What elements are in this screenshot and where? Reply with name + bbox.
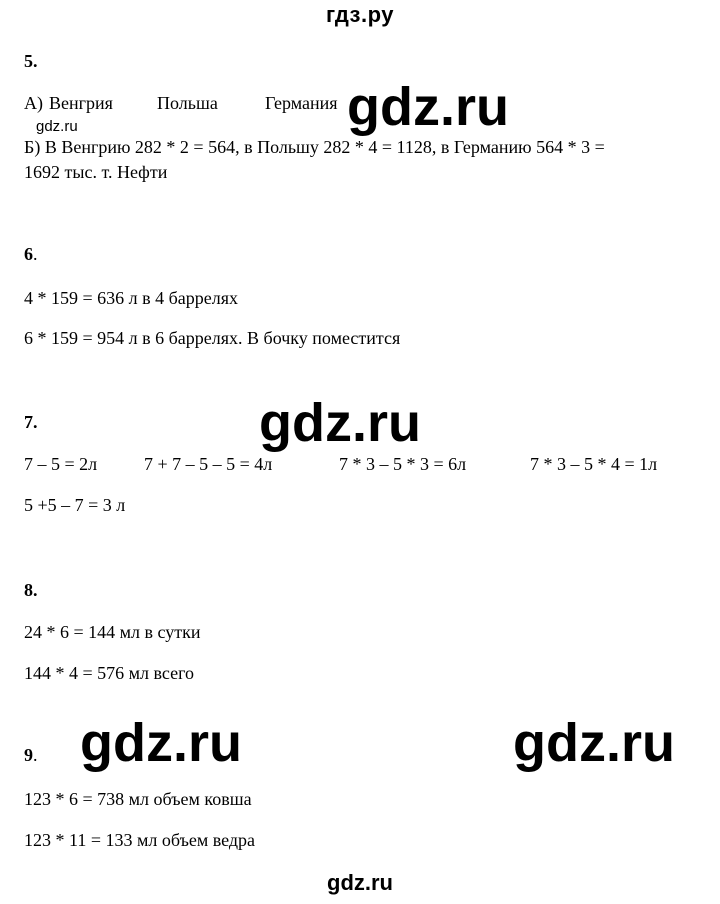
- task-5-a-label: А): [24, 93, 43, 113]
- task-5-a-item-2: Польша: [157, 93, 218, 113]
- task-6-line-1: 4 * 159 = 636 л в 4 баррелях: [24, 288, 239, 308]
- task-6-dot: .: [33, 244, 38, 264]
- task-9-line-1: 123 * 6 = 738 мл объем ковша: [24, 789, 252, 809]
- task-6-line-2: 6 * 159 = 954 л в 6 баррелях. В бочку поместится: [24, 328, 401, 348]
- task-7-expr-3: 7 * 3 – 5 * 3 = 6л: [339, 454, 467, 474]
- task-5-b-line-1: Б) В Венгрию 282 * 2 = 564, в Польшу 282 * 4 = 1128, в Германию 564 * 3 =: [24, 137, 605, 157]
- task-7-number: 7.: [24, 412, 38, 432]
- site-header-title: гдз.ру: [326, 2, 394, 27]
- task-5-a-item-1: Венгрия: [49, 93, 113, 113]
- task-5-number: 5.: [24, 51, 38, 71]
- task-7-expr-2: 7 + 7 – 5 – 5 = 4л: [144, 454, 273, 474]
- watermark-small: gdz.ru: [36, 118, 78, 135]
- watermark-large-3: gdz.ru: [80, 713, 242, 773]
- task-5-a-item-3: Германия: [265, 93, 338, 113]
- task-6-number: 6: [24, 244, 33, 264]
- task-8-number: 8.: [24, 580, 38, 600]
- watermark-large-4: gdz.ru: [513, 713, 675, 773]
- task-8-line-1: 24 * 6 = 144 мл в сутки: [24, 622, 201, 642]
- watermark-large-2: gdz.ru: [259, 393, 421, 453]
- task-7-expr-5: 5 +5 – 7 = 3 л: [24, 495, 126, 515]
- task-8-line-2: 144 * 4 = 576 мл всего: [24, 663, 195, 683]
- task-5-b-line-2: 1692 тыс. т. Нефти: [24, 162, 168, 182]
- task-7-expr-4: 7 * 3 – 5 * 4 = 1л: [530, 454, 658, 474]
- site-footer-text: gdz.ru: [327, 870, 393, 895]
- task-7-expr-1: 7 – 5 = 2л: [24, 454, 98, 474]
- watermark-large-1: gdz.ru: [347, 77, 509, 137]
- task-9-dot: .: [33, 745, 38, 765]
- task-9-line-2: 123 * 11 = 133 мл объем ведра: [24, 830, 256, 850]
- task-9-number: 9: [24, 745, 33, 765]
